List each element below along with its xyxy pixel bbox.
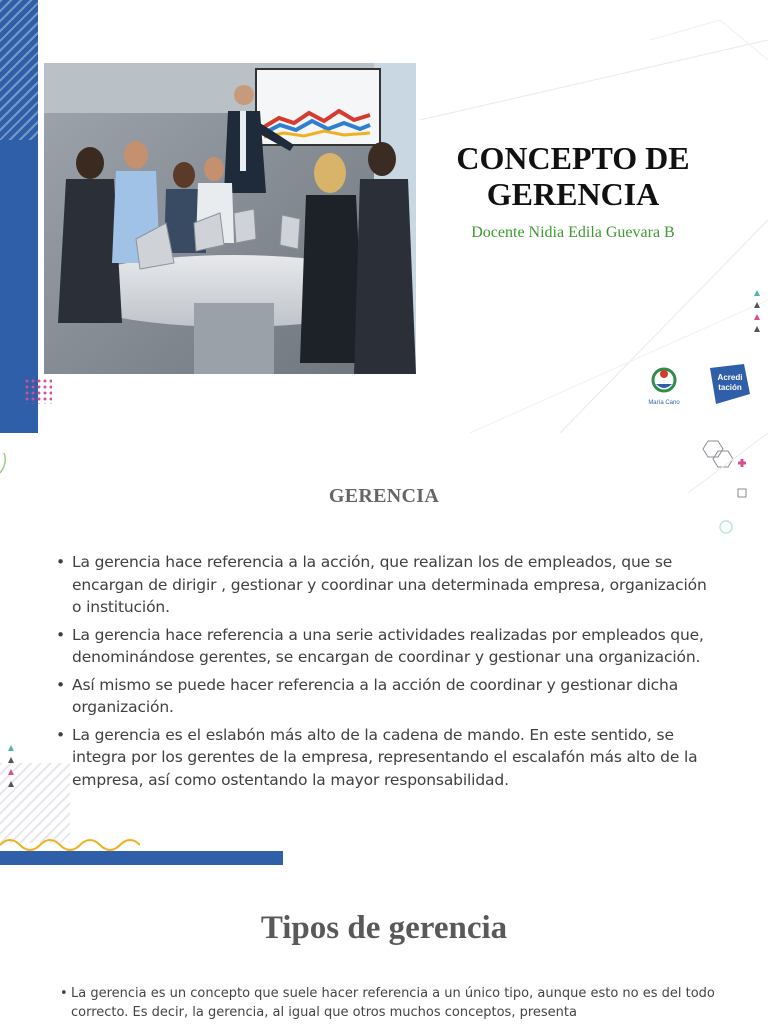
list-item	[60, 984, 720, 1022]
presenter-name: Docente Nidia Edila Guevara B	[471, 224, 675, 241]
triangle-icon	[754, 314, 760, 320]
section-heading: Tipos de gerencia	[260, 910, 508, 946]
list-item	[56, 674, 720, 719]
bullet-icon: •	[56, 675, 65, 694]
list-item-text: La gerencia es un concepto que suele hacer referencia a un único tipo, aunque esto no es del todo correcto. Es decir, la gerencia, al igual que otros muchos conceptos, presenta	[71, 986, 715, 1020]
list-item-text: La gerencia hace referencia a la acción, que realizan los de empleados, que se encargan de dirigir , gestionar y coordinar una determinada empresa, organización o institución.	[72, 553, 707, 616]
decorative-line-left	[0, 433, 60, 493]
slide-title	[410, 140, 736, 212]
list-item	[56, 551, 720, 619]
triangle-icon	[8, 745, 14, 751]
meeting-photo	[44, 63, 416, 374]
title-line-1: CONCEPTO DE	[456, 140, 690, 176]
section-heading: GERENCIA	[328, 485, 440, 507]
maria-cano-logo-icon	[648, 369, 680, 406]
triangle-icon	[8, 757, 14, 763]
list-item	[56, 724, 720, 792]
bullet-icon: •	[56, 625, 65, 644]
list-item-text: La gerencia es el eslabón más alto de la cadena de mando. En este sentido, se integra por los gerentes de la empresa, representando el escalafón más alto de la empresa, así como ostentando la mayor responsabilidad.	[72, 725, 698, 789]
bottom-blue-bar	[0, 851, 283, 865]
title-slide	[0, 0, 768, 433]
triangle-icon	[754, 290, 760, 296]
triangle-icon	[754, 326, 760, 332]
decorative-wave	[0, 833, 140, 853]
triangle-icon	[754, 302, 760, 308]
list-item-text: La gerencia hace referencia a una serie actividades realizadas por empleados que, denominándose gerentes, se encargan de coordinar y gestionar una organización.	[72, 625, 704, 666]
svg-text:Acredi: Acredi	[717, 373, 743, 382]
tipos-slide	[0, 866, 768, 1024]
bullet-icon: •	[56, 725, 65, 744]
gerencia-slide	[0, 433, 768, 866]
svg-text:tación: tación	[718, 383, 742, 392]
triangle-icon	[8, 781, 14, 787]
svg-text:María Cano: María Cano	[648, 400, 680, 406]
definition-list	[56, 551, 720, 796]
bullet-icon: •	[56, 553, 65, 571]
accreditation-badge-icon	[710, 364, 750, 404]
triangle-icon	[8, 769, 14, 775]
bullet-icon: •	[60, 986, 68, 1001]
list-item	[56, 624, 720, 669]
institution-logos	[644, 360, 754, 420]
list-item-text: Así mismo se puede hacer referencia a la acción de coordinar y gestionar dicha organización.	[72, 675, 679, 716]
title-line-2: GERENCIA	[486, 176, 660, 212]
